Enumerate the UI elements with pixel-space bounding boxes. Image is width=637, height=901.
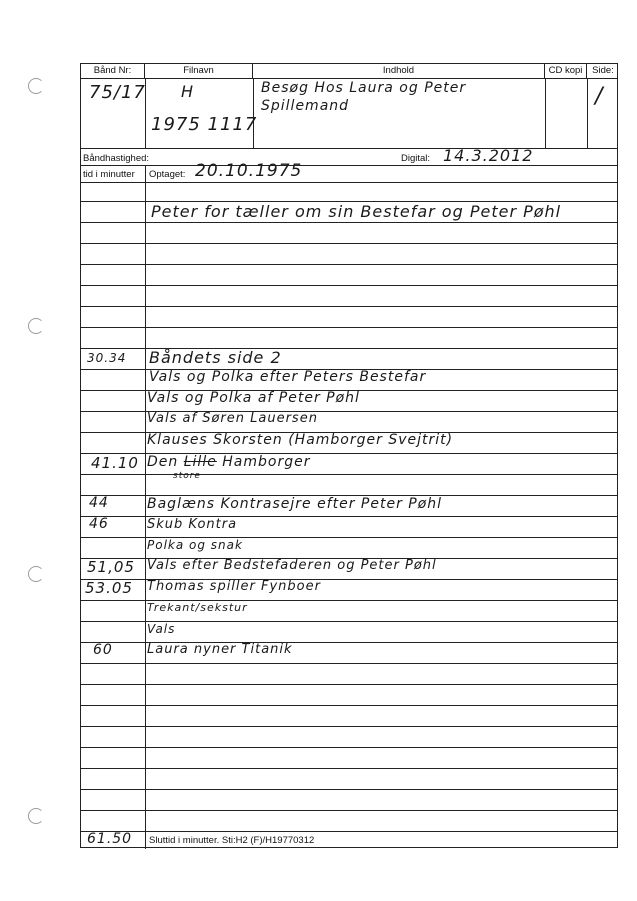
entry-text: Trekant/sekstur — [147, 601, 248, 614]
filnavn-top-value: H — [181, 82, 195, 101]
top-block-bottom — [81, 148, 617, 149]
indhold-line2: Spillemand — [261, 98, 350, 114]
row-line — [81, 726, 617, 727]
indhold-line1: Besøg Hos Laura og Peter — [261, 80, 467, 96]
entry-text: Vals efter Bedstefaderen og Peter Pøhl — [147, 558, 437, 573]
row-line — [81, 264, 617, 265]
row-line — [81, 663, 617, 664]
entry-time: 51,05 — [87, 558, 135, 576]
column-divider — [545, 78, 546, 148]
entry-text-struck: Lille — [183, 454, 217, 470]
row-line — [81, 810, 617, 811]
entry-text: Polka og snak — [147, 538, 243, 552]
row-line — [81, 222, 617, 223]
band-nr-header: Bånd Nr: — [81, 64, 145, 78]
row-line — [81, 474, 617, 475]
filnavn-bottom-value: 1975 1117 — [151, 114, 258, 135]
indhold-header: Indhold — [253, 64, 545, 78]
tape-log-form — [80, 63, 618, 848]
entry-text: Vals af Søren Lauersen — [147, 411, 318, 426]
entry-text: Klauses Skorsten (Hamborger Svejtrit) — [147, 432, 454, 448]
punch-hole — [28, 318, 44, 334]
digital-label: Digital: — [401, 153, 431, 164]
column-divider — [253, 78, 254, 148]
entry-time: 44 — [89, 495, 109, 511]
entry-text: Baglæns Kontrasejre efter Peter Pøhl — [147, 496, 443, 512]
row-line — [81, 306, 617, 307]
filnavn-header: Filnavn — [145, 64, 253, 78]
band-nr-value: 75/17 — [89, 82, 146, 103]
meta-divider — [81, 165, 617, 166]
tid-label: tid i minutter — [83, 169, 135, 180]
row-line — [81, 327, 617, 328]
meta-divider — [81, 182, 617, 183]
row-line — [81, 243, 617, 244]
entry-text: Vals og Polka efter Peters Bestefar — [149, 369, 427, 385]
optaget-value: 20.10.1975 — [195, 161, 303, 181]
entry-text: Skub Kontra — [147, 517, 238, 532]
entry-text: Vals — [147, 622, 176, 636]
entry-text-insert: store — [173, 471, 201, 481]
row-line — [81, 285, 617, 286]
entry-text: Laura nyner Titanik — [147, 642, 293, 657]
entry-text-after: Hamborger — [222, 454, 311, 470]
baandhastighed-label: Båndhastighed: — [83, 153, 150, 164]
digital-value: 14.3.2012 — [443, 146, 534, 165]
punch-hole — [28, 566, 44, 582]
side-check-mark: / — [595, 84, 604, 109]
entry-time: 41.10 — [91, 454, 139, 472]
row-line — [81, 684, 617, 685]
row-line — [81, 768, 617, 769]
optaget-label: Optaget: — [149, 169, 186, 180]
punch-hole — [28, 78, 44, 94]
entry-text: Båndets side 2 — [149, 348, 282, 367]
end-time: 61.50 — [87, 831, 133, 847]
row-line — [81, 789, 617, 790]
column-divider — [587, 78, 588, 148]
row-line — [81, 705, 617, 706]
row-line — [81, 747, 617, 748]
sluttid-label: Sluttid i minutter. Sti:H2 (F)/H19770312 — [149, 835, 315, 846]
punch-hole — [28, 808, 44, 824]
entry-text: Thomas spiller Fynboer — [147, 579, 321, 594]
entry-time: 30.34 — [87, 351, 127, 365]
side-header: Side: — [592, 65, 614, 76]
entry-time: 46 — [89, 516, 109, 532]
row-line — [81, 831, 617, 832]
cd-kopi-header: CD kopi — [545, 64, 587, 78]
entry-time: 60 — [93, 642, 113, 658]
entry-time: 53.05 — [85, 579, 133, 597]
entry-text — [147, 454, 311, 470]
entry-text: Vals og Polka af Peter Pøhl — [147, 390, 360, 406]
header-divider — [81, 78, 617, 79]
entry-text-before: Den — [147, 454, 179, 470]
entry-text: Peter for tæller om sin Bestefar og Peter Pøhl — [151, 202, 562, 221]
